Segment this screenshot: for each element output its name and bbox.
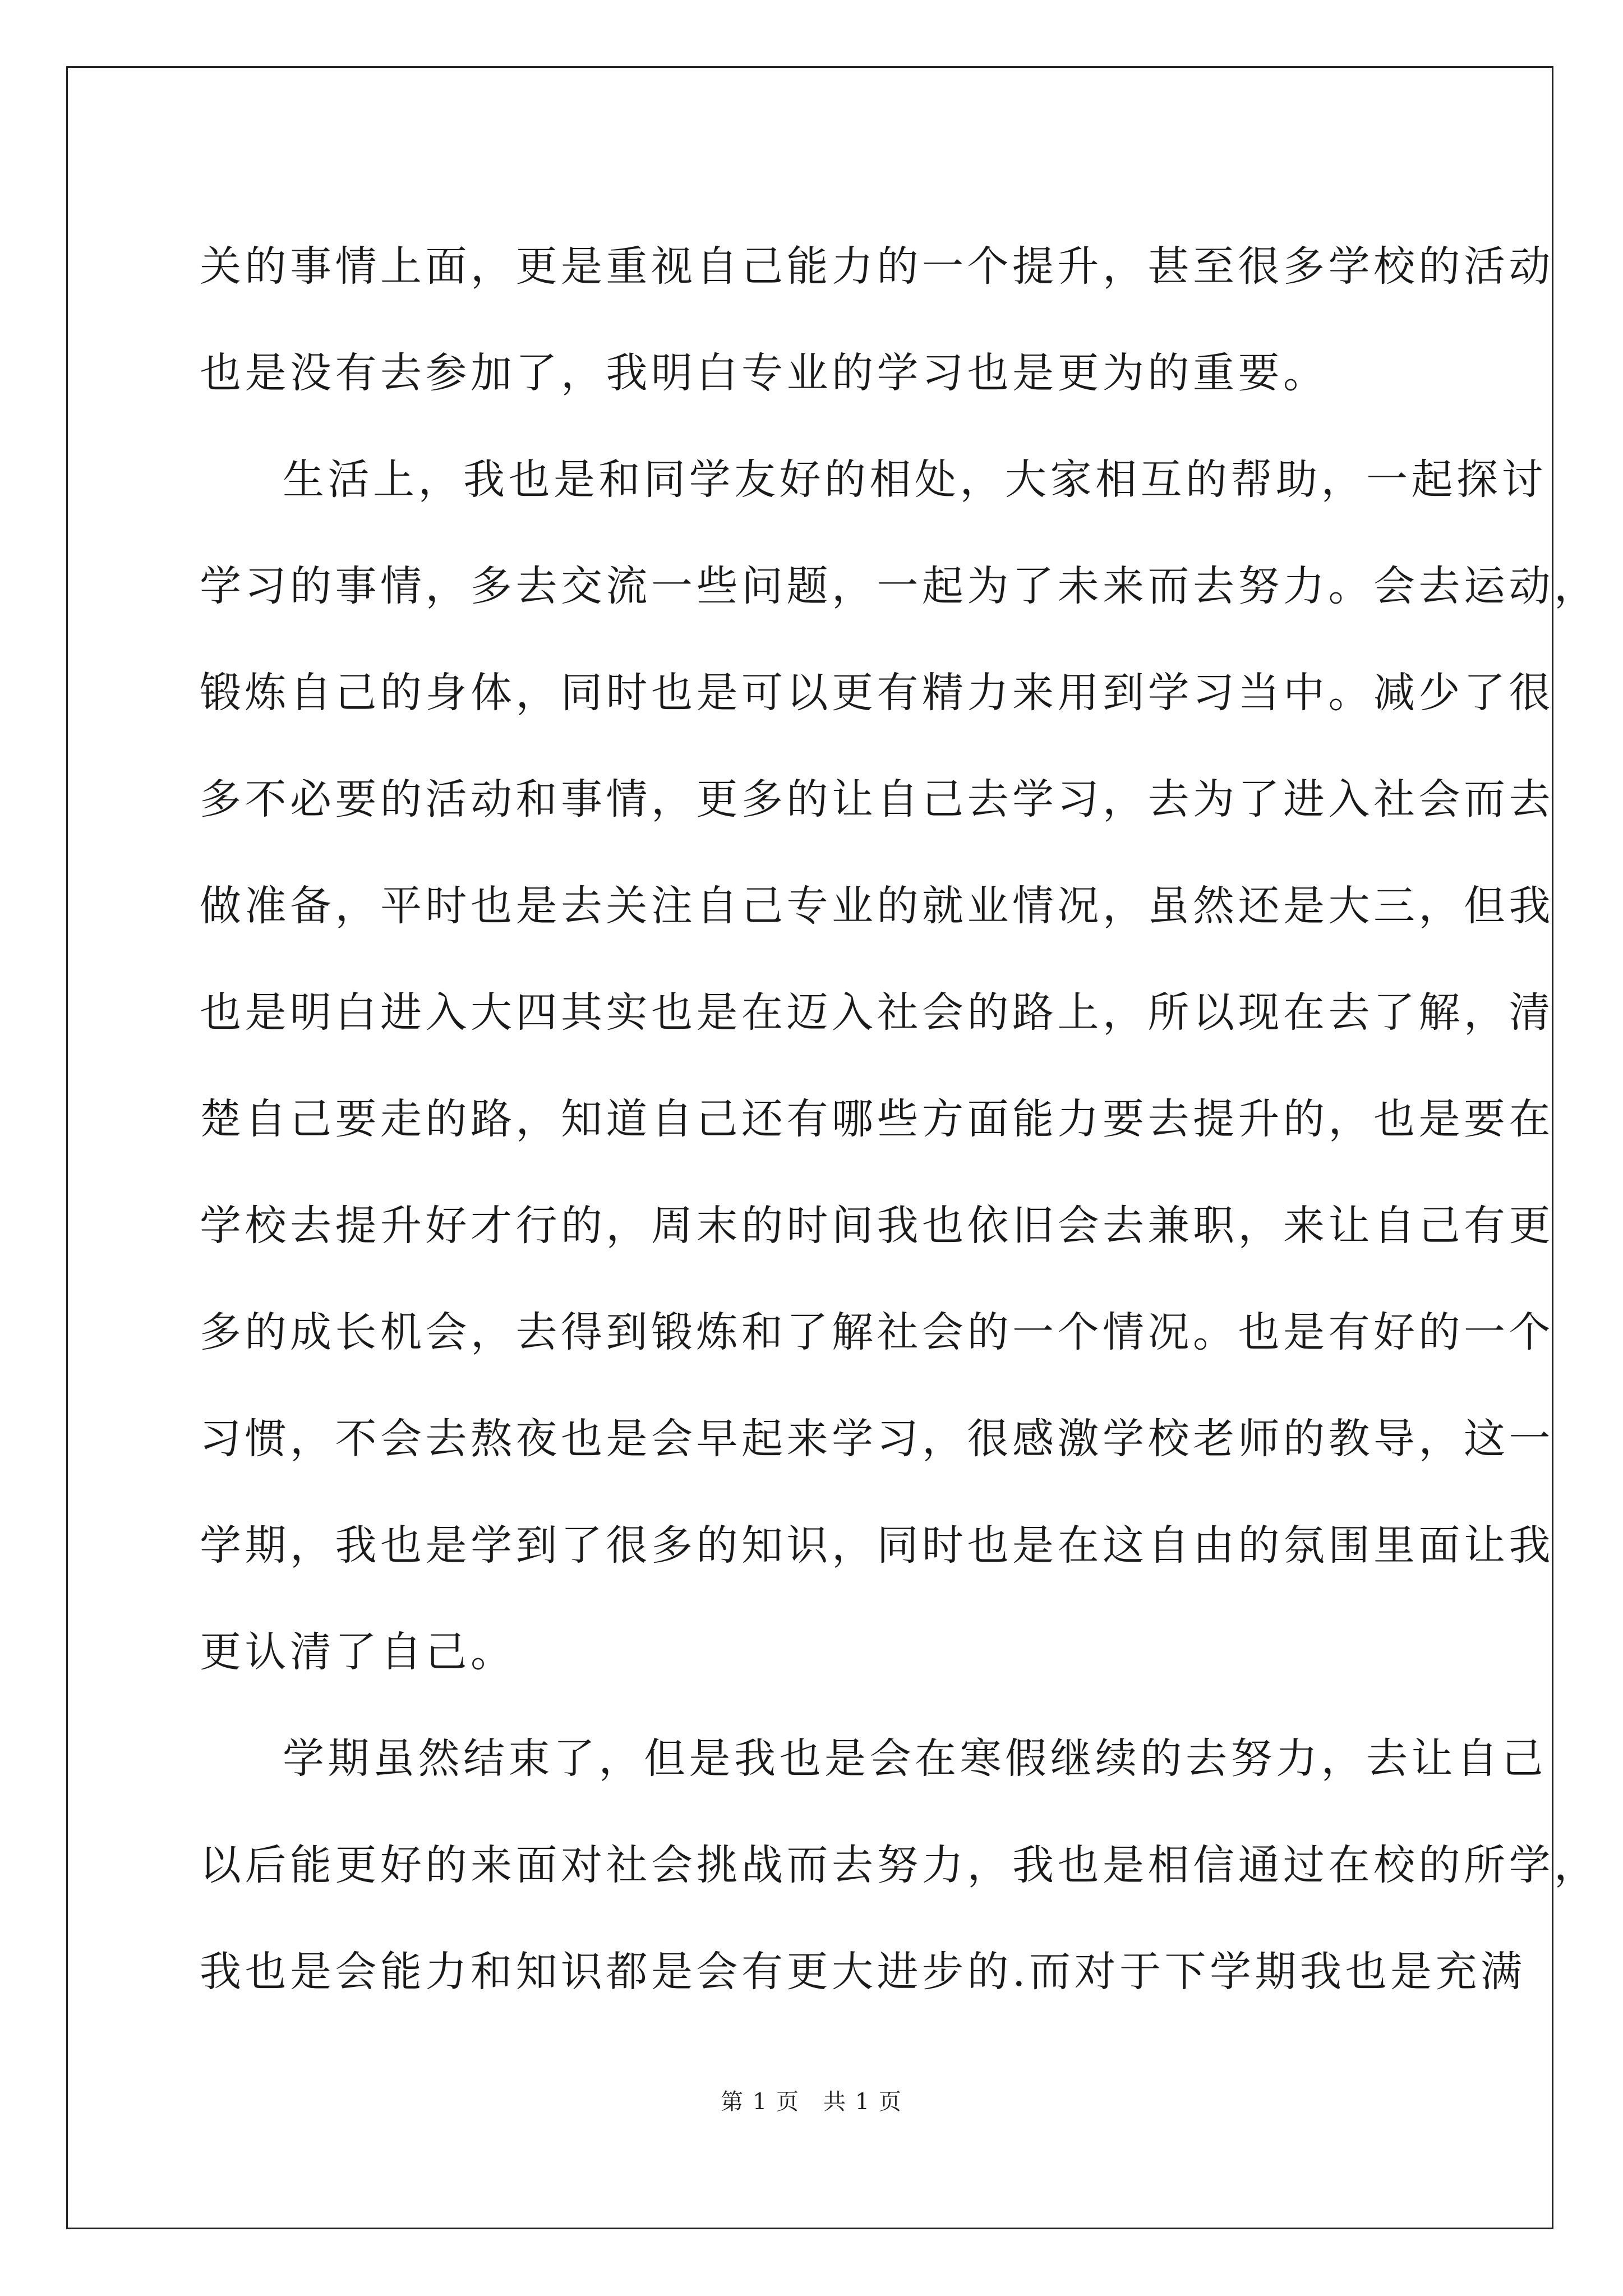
text-line: 学期，我也是学到了很多的知识，同时也是在这自由的氛围里面让我 (200, 1521, 1554, 1570)
paragraph-start-line: 学期虽然结束了，但是我也是会在寒假继续的去努力，去让自己 (283, 1734, 1547, 1783)
text-line: 我也是会能力和知识都是会有更大进步的.而对于下学期我也是充满 (200, 1948, 1526, 1996)
text-line: 更认清了自己。 (200, 1628, 516, 1676)
paragraph-start-line: 生活上，我也是和同学友好的相处，大家相互的帮助，一起探讨 (283, 455, 1547, 504)
text-line: 学习的事情，多去交流一些问题，一起为了未来而去努力。会去运动， (200, 562, 1599, 610)
text-line: 也是没有去参加了，我明白专业的学习也是更为的重要。 (200, 349, 1329, 397)
text-line: 楚自己要走的路，知道自己还有哪些方面能力要去提升的，也是要在 (200, 1095, 1554, 1143)
text-line: 做准备，平时也是去关注自己专业的就业情况，虽然还是大三，但我 (200, 882, 1554, 930)
text-line: 也是明白进入大四其实也是在迈入社会的路上，所以现在去了解，清 (200, 988, 1554, 1037)
text-line: 习惯，不会去熬夜也是会早起来学习，很感激学校老师的教导，这一 (200, 1415, 1554, 1463)
text-line: 多的成长机会，去得到锻炼和了解社会的一个情况。也是有好的一个 (200, 1308, 1554, 1356)
text-line: 锻炼自己的身体，同时也是可以更有精力来用到学习当中。减少了很 (200, 669, 1554, 717)
text-line: 关的事情上面，更是重视自己能力的一个提升，甚至很多学校的活动 (200, 242, 1554, 291)
document-body (200, 213, 1599, 2025)
page-number-footer: 第 1 页 共 1 页 (721, 2089, 902, 2115)
text-line: 多不必要的活动和事情，更多的让自己去学习，去为了进入社会而去 (200, 775, 1554, 823)
text-line: 学校去提升好才行的，周末的时间我也依旧会去兼职，来让自己有更 (200, 1202, 1554, 1250)
text-line: 以后能更好的来面对社会挑战而去努力，我也是相信通过在校的所学， (200, 1841, 1599, 1889)
